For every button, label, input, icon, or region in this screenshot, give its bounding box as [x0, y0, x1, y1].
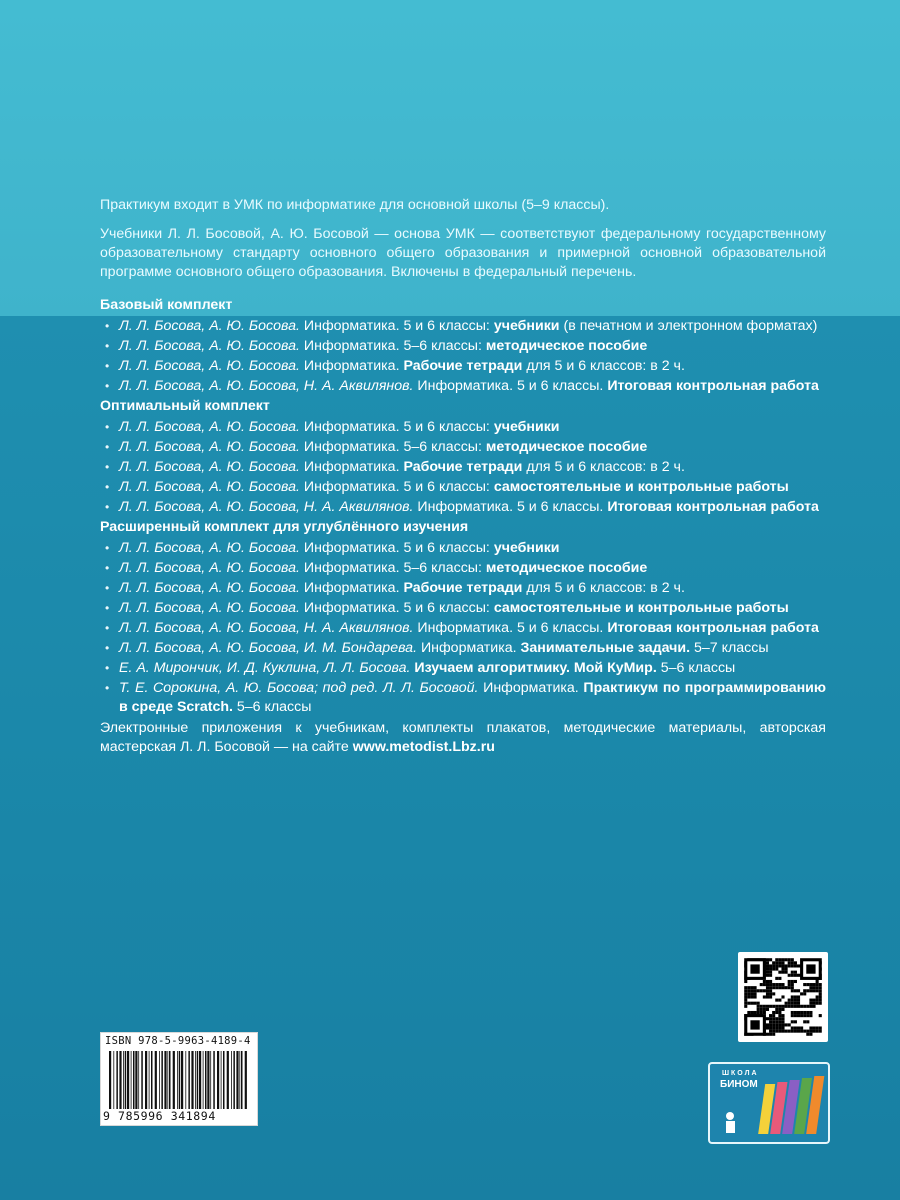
item-subject: Информатика. 5 и 6 классы: — [303, 540, 490, 556]
item-subject: Информатика. 5–6 классы: — [303, 560, 482, 576]
item-authors: Л. Л. Босова, А. Ю. Босова, Н. А. Аквилянов. — [119, 378, 414, 394]
kit-item — [100, 639, 826, 658]
item-rest: 5–7 классы — [694, 640, 769, 656]
back-cover-text — [100, 196, 826, 757]
item-bold: самостоятельные и контрольные работы — [493, 600, 789, 616]
item-bold: Итоговая контрольная работа — [607, 378, 819, 394]
kit-item — [100, 418, 826, 437]
item-subject: Информатика. 5 и 6 классы. — [417, 378, 604, 394]
item-rest: 5–6 классы — [236, 699, 312, 715]
item-bold: Занимательные задачи. — [520, 640, 691, 656]
item-authors: Л. Л. Босова, А. Ю. Босова, Н. А. Аквилянов. — [119, 620, 414, 636]
item-authors: Л. Л. Босова, А. Ю. Босова. — [119, 560, 300, 576]
item-rest: для 5 и 6 классов: в 2 ч. — [526, 459, 685, 475]
item-bold: учебники — [493, 419, 560, 435]
website-link[interactable]: www.metodist.Lbz.ru — [352, 739, 495, 755]
qr-code-icon — [738, 952, 828, 1042]
kit-item — [100, 357, 826, 376]
item-bold: Практикум по программированию в среде Scratch. — [119, 680, 826, 715]
item-subject: Информатика. 5 и 6 классы: — [303, 318, 490, 334]
electronic-resources-note — [100, 719, 826, 757]
item-authors: Л. Л. Босова, А. Ю. Босова. — [119, 318, 300, 334]
item-bold: Итоговая контрольная работа — [607, 620, 819, 636]
kit-list — [100, 296, 826, 717]
kit-item — [100, 377, 826, 396]
item-authors: Т. Е. Сорокина, А. Ю. Босова; под ред. Л. Л. Босовой. — [119, 680, 479, 696]
item-subject: Информатика. — [420, 640, 517, 656]
item-bold: Изучаем алгоритмику. Мой КуМир. — [414, 660, 657, 676]
item-bold: учебники — [493, 318, 560, 334]
kit-item — [100, 619, 826, 638]
item-authors: Л. Л. Босова, А. Ю. Босова. — [119, 338, 300, 354]
kit-item — [100, 579, 826, 598]
kit-item — [100, 559, 826, 578]
logo-brand-text: БИНОМ — [720, 1079, 758, 1090]
kit-item — [100, 478, 826, 497]
item-authors: Л. Л. Босова, А. Ю. Босова. — [119, 540, 300, 556]
kit-basic — [100, 296, 826, 396]
intro-paragraph-2: Учебники Л. Л. Босовой, А. Ю. Босовой — основа УМК — соответствуют федеральному государственному образовательному стандарту основного общего образования и примерной основной образовательной программе основного общего образования. Включены в федеральный перечень. — [100, 226, 826, 280]
item-subject: Информатика. 5 и 6 классы: — [303, 419, 490, 435]
item-subject: Информатика. — [303, 459, 400, 475]
item-bold: Рабочие тетради — [403, 459, 523, 475]
kit-item — [100, 599, 826, 618]
item-bold: Рабочие тетради — [403, 358, 523, 374]
item-rest: 5–6 классы — [660, 660, 736, 676]
item-subject: Информатика. 5 и 6 классы: — [303, 600, 490, 616]
item-bold: Рабочие тетради — [403, 580, 523, 596]
kit-title: Расширенный комплект для углублённого изучения — [100, 519, 469, 535]
item-bold: методическое пособие — [485, 560, 648, 576]
item-authors: Л. Л. Босова, А. Ю. Босова. — [119, 580, 300, 596]
item-subject: Информатика. 5–6 классы: — [303, 439, 482, 455]
barcode-icon — [107, 1051, 251, 1109]
kit-item — [100, 337, 826, 356]
kit-optimal — [100, 397, 826, 517]
item-subject: Информатика. — [483, 680, 579, 696]
kit-item — [100, 679, 826, 717]
item-rest: (в печатном и электронном форматах) — [563, 318, 818, 334]
item-subject: Информатика. 5 и 6 классы: — [303, 479, 490, 495]
logo-school-text: ШКОЛА — [722, 1070, 759, 1077]
item-subject: Информатика. 5 и 6 классы. — [417, 620, 604, 636]
item-rest: для 5 и 6 классов: в 2 ч. — [526, 358, 685, 374]
kit-title: Базовый комплект — [100, 297, 233, 313]
item-bold: самостоятельные и контрольные работы — [493, 479, 789, 495]
item-subject: Информатика. 5 и 6 классы. — [417, 499, 604, 515]
item-authors: Л. Л. Босова, А. Ю. Босова. — [119, 600, 300, 616]
intro-paragraph-1: Практикум входит в УМК по информатике для основной школы (5–9 классы). — [100, 197, 610, 213]
item-authors: Л. Л. Босова, А. Ю. Босова, Н. А. Аквилянов. — [119, 499, 414, 515]
item-bold: методическое пособие — [485, 338, 648, 354]
intro-block — [100, 196, 826, 282]
item-subject: Информатика. — [303, 358, 400, 374]
kit-items — [100, 317, 826, 396]
kit-item — [100, 438, 826, 457]
kit-items — [100, 539, 826, 717]
item-authors: Л. Л. Босова, А. Ю. Босова. — [119, 479, 300, 495]
qr-code — [738, 952, 828, 1042]
kit-title: Оптимальный комплект — [100, 398, 270, 414]
item-bold: Итоговая контрольная работа — [607, 499, 819, 515]
item-authors: Л. Л. Босова, А. Ю. Босова. — [119, 419, 300, 435]
kit-item — [100, 539, 826, 558]
publisher-logo — [708, 1062, 830, 1144]
kit-item — [100, 659, 826, 678]
isbn-barcode-block — [100, 1032, 258, 1126]
item-authors: Е. А. Мирончик, И. Д. Куклина, Л. Л. Босова. — [119, 660, 411, 676]
isbn-label: ISBN 978-5-9963-4189-4 — [105, 1035, 251, 1047]
item-subject: Информатика. 5–6 классы: — [303, 338, 482, 354]
item-subject: Информатика. — [303, 580, 400, 596]
footer-text: Электронные приложения к учебникам, комплекты плакатов, методические материалы, авторская мастерская Л. Л. Босовой — на сайте — [100, 720, 826, 755]
kit-items — [100, 418, 826, 517]
kit-extended — [100, 518, 826, 717]
barcode-digits: 9 785996 341894 — [103, 1109, 216, 1123]
kit-item — [100, 317, 826, 336]
item-authors: Л. Л. Босова, А. Ю. Босова. — [119, 459, 300, 475]
item-authors: Л. Л. Босова, А. Ю. Босова. — [119, 439, 300, 455]
item-bold: учебники — [493, 540, 560, 556]
item-bold: методическое пособие — [485, 439, 648, 455]
item-authors: Л. Л. Босова, А. Ю. Босова, И. М. Бондарева. — [119, 640, 418, 656]
item-rest: для 5 и 6 классов: в 2 ч. — [526, 580, 685, 596]
item-authors: Л. Л. Босова, А. Ю. Босова. — [119, 358, 300, 374]
kit-item — [100, 498, 826, 517]
kit-item — [100, 458, 826, 477]
